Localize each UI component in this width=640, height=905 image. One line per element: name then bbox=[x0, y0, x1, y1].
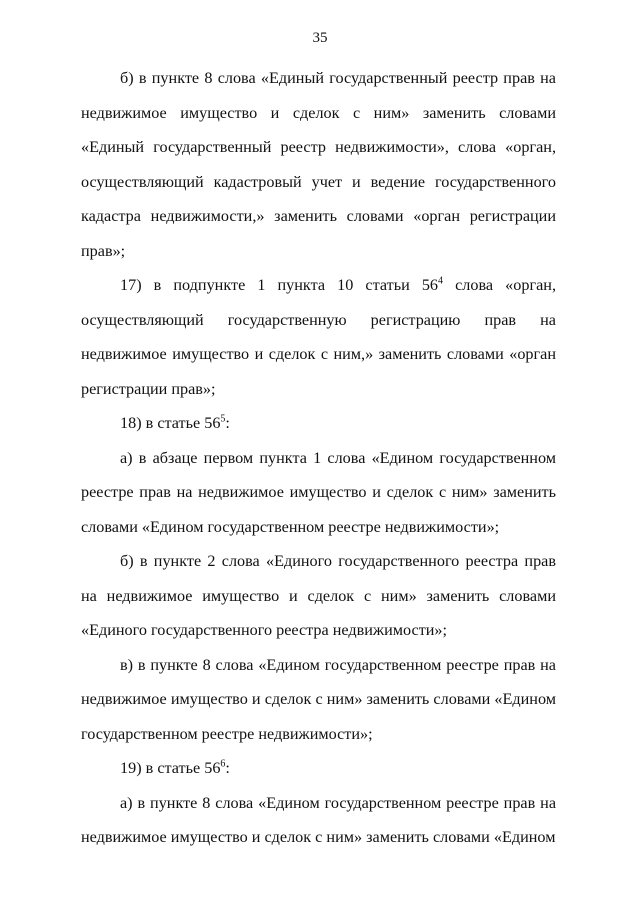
page-number: 35 bbox=[312, 30, 328, 46]
paragraph-6b: б) в пункте 8 слова «Единый государственный реестр прав на недвижимое имущество и сделок с ним» заменить словами «Единый государственный реестр недвижимости», слова «орган, осуществляющий кадастровый учет и ведение государственного кадастра недвижимости,» заменить словами «орган регистрации прав»; bbox=[81, 69, 556, 260]
paragraph-17-rest: слова «орган, осуществляющий государственную регистрацию прав на недвижимое имущество и сделок с ним,» заменить словами «орган регистрации прав»; bbox=[81, 276, 556, 398]
superscript-4: 4 bbox=[438, 275, 444, 287]
paragraph-18-lead: 18) в статье 56 bbox=[120, 414, 221, 432]
document-body bbox=[81, 61, 556, 855]
paragraph-18v: в) в пункте 8 слова «Едином государственном реестре прав на недвижимое имущество и сделок с ним» заменить словами «Едином государственном реестре недвижимости»; bbox=[81, 655, 556, 743]
paragraph-18a: а) в абзаце первом пункта 1 слова «Едином государственном реестре прав на недвижимое имущество и сделок с ним» заменить словами «Едином государственном реестре недвижимости»; bbox=[81, 448, 556, 536]
paragraph-19 bbox=[81, 751, 556, 786]
paragraph-17-lead: 17) в подпункте 1 пункта 10 статьи 56 bbox=[120, 276, 439, 294]
paragraph-18-rest: : bbox=[225, 414, 230, 432]
paragraph-19-lead: 19) в статье 56 bbox=[120, 759, 221, 777]
superscript-5: 5 bbox=[220, 413, 226, 425]
paragraph-18 bbox=[81, 406, 556, 441]
superscript-6: 6 bbox=[220, 758, 226, 770]
paragraph-19a: а) в пункте 8 слова «Едином государственном реестре прав на недвижимое имущество и сделок с ним» заменить словами «Едином bbox=[81, 793, 556, 846]
paragraph-17 bbox=[81, 268, 556, 406]
paragraph-18b: б) в пункте 2 слова «Единого государственного реестра прав на недвижимое имущество и сделок с ним» заменить словами «Единого государственного реестра недвижимости»; bbox=[81, 552, 556, 639]
paragraph-19-rest: : bbox=[225, 759, 230, 777]
